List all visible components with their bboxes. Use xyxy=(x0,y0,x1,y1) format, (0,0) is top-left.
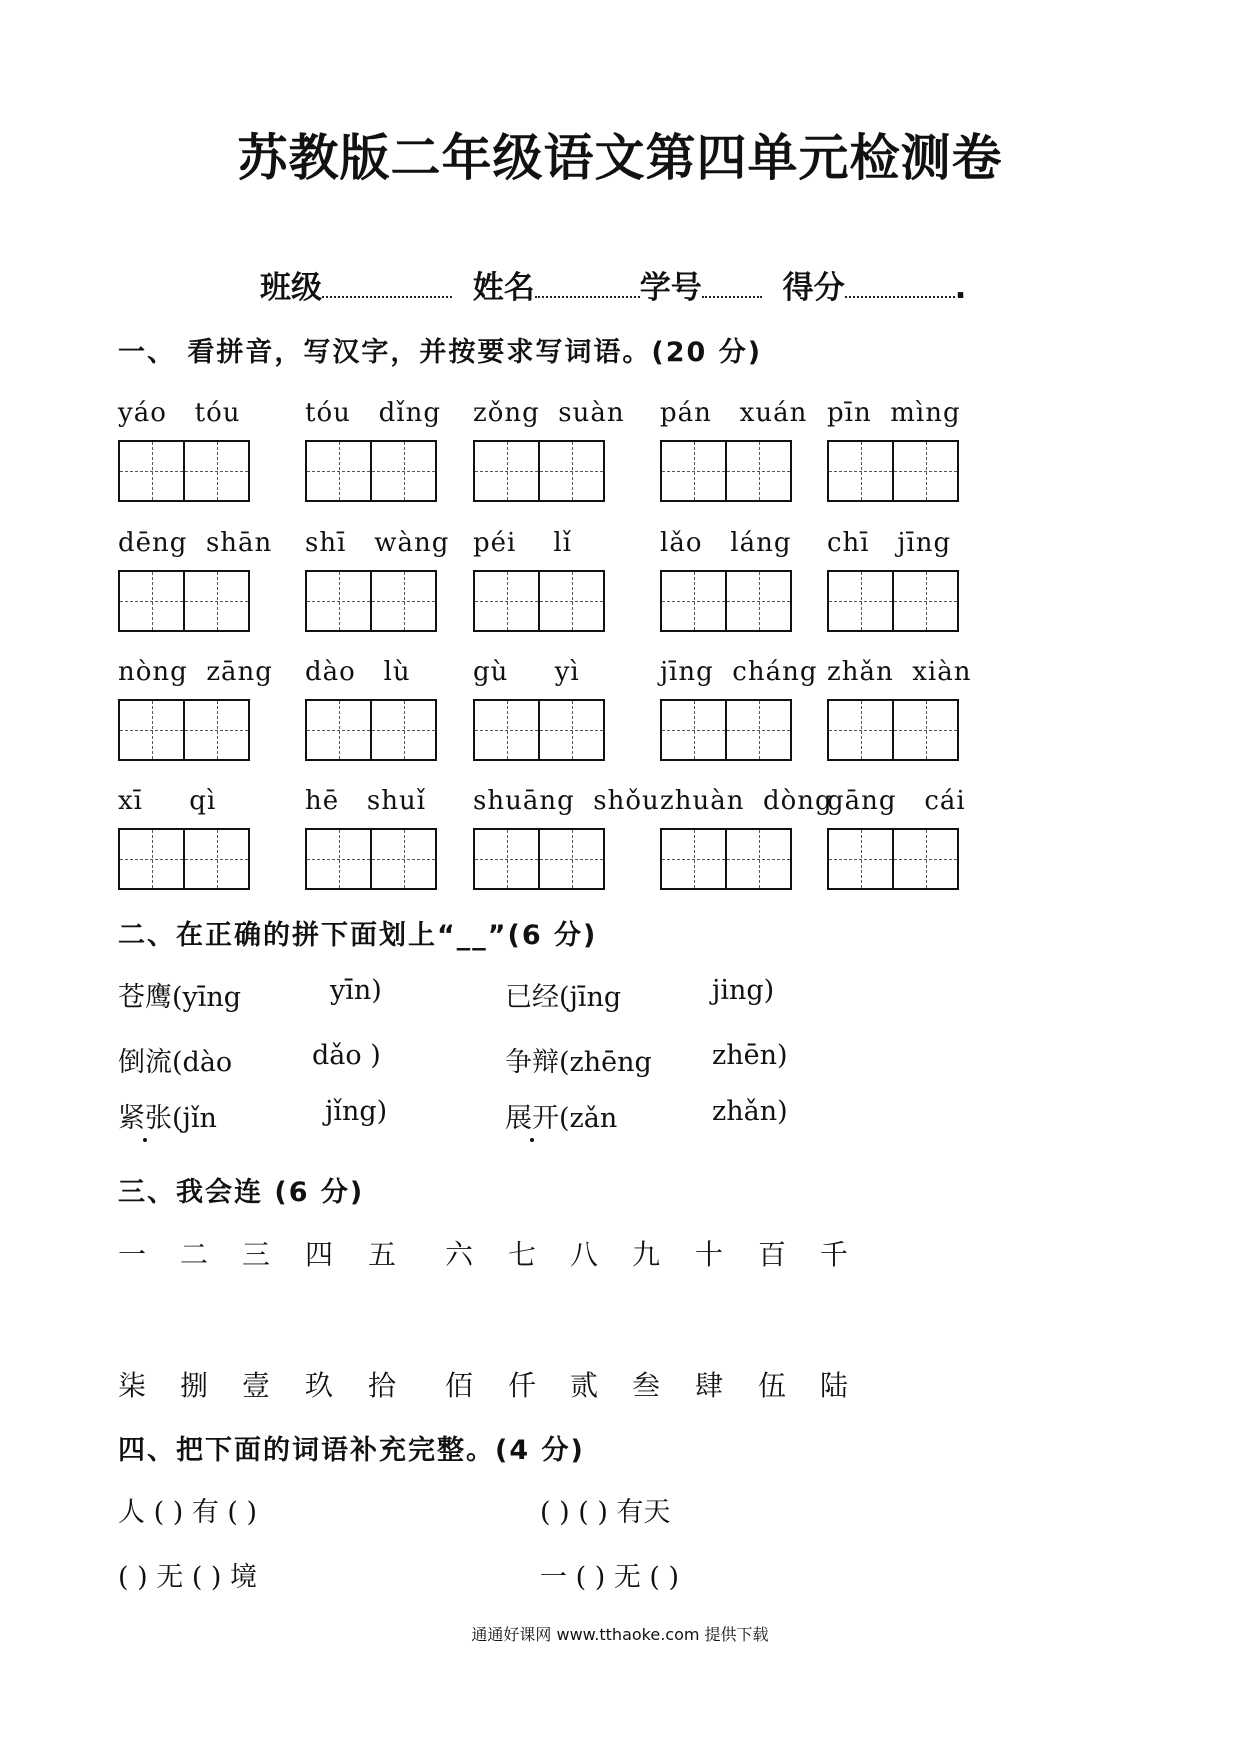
writing-cell[interactable] xyxy=(370,830,435,888)
choice-option-a[interactable]: (jǐn xyxy=(172,1103,217,1134)
pinyin-prompt: chī jīng xyxy=(827,528,952,558)
pinyin-prompt: dào lù xyxy=(305,657,411,687)
pinyin-prompt: jīng cháng xyxy=(660,657,818,687)
choice-word: 争辩 xyxy=(505,1047,559,1078)
writing-cell[interactable] xyxy=(370,572,435,630)
bottom-numeral[interactable]: 捌 xyxy=(180,1369,209,1402)
financial-numerals-row xyxy=(0,1364,1240,1404)
choice-word: 紧张 xyxy=(118,1103,172,1134)
writing-cell[interactable] xyxy=(892,830,957,888)
pinyin-prompt: yáo tóu xyxy=(118,398,241,428)
name-blank[interactable] xyxy=(535,272,640,298)
writing-cell[interactable] xyxy=(183,572,248,630)
section1-heading: 一、 看拼音，写汉字，并按要求写词语。(20 分) xyxy=(118,337,763,368)
writing-box-pair[interactable] xyxy=(660,699,792,761)
writing-cell[interactable] xyxy=(829,830,892,888)
choice-word: 已经 xyxy=(505,982,559,1013)
score-label: 得分 xyxy=(782,270,845,306)
writing-cell[interactable] xyxy=(662,572,725,630)
top-numeral[interactable]: 四 xyxy=(305,1238,334,1271)
choice-option-a[interactable]: (zhēng xyxy=(559,1047,652,1078)
pinyin-prompt: dēng shān xyxy=(118,528,273,558)
writing-box-pair[interactable] xyxy=(118,828,250,890)
pinyin-prompt: shī wàng xyxy=(305,528,450,558)
choice-item xyxy=(118,1040,232,1079)
pinyin-prompt: nòng zāng xyxy=(118,657,273,687)
writing-cell[interactable] xyxy=(183,701,248,759)
id-label: 学号 xyxy=(639,270,702,306)
writing-cell[interactable] xyxy=(538,572,603,630)
top-numeral[interactable]: 五 xyxy=(368,1238,397,1271)
bottom-numeral[interactable]: 仟 xyxy=(508,1369,537,1402)
pinyin-prompt: lǎo láng xyxy=(660,528,792,558)
writing-cell[interactable] xyxy=(892,442,957,500)
writing-cell[interactable] xyxy=(307,830,370,888)
writing-cell[interactable] xyxy=(475,830,538,888)
pinyin-prompt: zhǎn xiàn xyxy=(827,657,972,687)
choice-option-b[interactable]: jing) xyxy=(712,975,775,1006)
bottom-numeral[interactable]: 拾 xyxy=(368,1369,397,1402)
writing-box-pair[interactable] xyxy=(827,570,959,632)
writing-cell[interactable] xyxy=(829,572,892,630)
writing-cell[interactable] xyxy=(120,701,183,759)
writing-cell[interactable] xyxy=(120,830,183,888)
top-numeral[interactable]: 十 xyxy=(695,1238,724,1271)
writing-box-pair[interactable] xyxy=(660,440,792,502)
writing-cell[interactable] xyxy=(725,830,790,888)
writing-cell[interactable] xyxy=(307,701,370,759)
choice-item xyxy=(505,1040,652,1079)
id-blank[interactable] xyxy=(702,272,762,298)
writing-box-pair[interactable] xyxy=(827,699,959,761)
pinyin-prompt: hē shuǐ xyxy=(305,786,427,816)
pinyin-prompt: gù yì xyxy=(473,657,580,687)
writing-box-pair[interactable] xyxy=(118,570,250,632)
choice-option-b[interactable]: zhǎn) xyxy=(712,1096,788,1127)
writing-cell[interactable] xyxy=(183,442,248,500)
top-numeral[interactable]: 二 xyxy=(180,1238,209,1271)
choice-word: 倒流 xyxy=(118,1047,172,1078)
bottom-numeral[interactable]: 叁 xyxy=(632,1369,661,1402)
writing-cell[interactable] xyxy=(120,442,183,500)
section2-heading: 二、在正确的拼下面划上“__”(6 分) xyxy=(118,920,598,951)
idiom-fill-item[interactable]: ( ) 无 ( ) 境 xyxy=(118,1562,258,1593)
class-blank[interactable] xyxy=(322,272,452,298)
bottom-numeral[interactable]: 柒 xyxy=(118,1369,147,1402)
section3-heading: 三、我会连 (6 分) xyxy=(118,1177,365,1208)
writing-box-pair[interactable] xyxy=(118,699,250,761)
writing-cell[interactable] xyxy=(370,701,435,759)
writing-cell[interactable] xyxy=(662,830,725,888)
writing-box-pair[interactable] xyxy=(305,828,437,890)
top-numeral[interactable]: 百 xyxy=(758,1238,787,1271)
pinyin-prompt: tóu dǐng xyxy=(305,398,441,428)
writing-box-pair[interactable] xyxy=(473,440,605,502)
bottom-numeral[interactable]: 佰 xyxy=(445,1369,474,1402)
choice-option-b[interactable]: yīn) xyxy=(330,975,382,1006)
end-mark: . xyxy=(954,270,967,306)
writing-box-pair[interactable] xyxy=(473,828,605,890)
writing-cell[interactable] xyxy=(725,572,790,630)
writing-box-pair[interactable] xyxy=(827,440,959,502)
top-numeral[interactable]: 八 xyxy=(570,1238,599,1271)
page-title: 苏教版二年级语文第四单元检测卷 xyxy=(237,129,1003,187)
writing-cell[interactable] xyxy=(892,701,957,759)
writing-cell[interactable] xyxy=(538,701,603,759)
writing-box-pair[interactable] xyxy=(473,570,605,632)
writing-box-pair[interactable] xyxy=(473,699,605,761)
chinese-numerals-row xyxy=(0,1233,1240,1273)
writing-cell[interactable] xyxy=(662,701,725,759)
writing-box-pair[interactable] xyxy=(305,570,437,632)
writing-cell[interactable] xyxy=(183,830,248,888)
writing-box-pair[interactable] xyxy=(660,570,792,632)
writing-cell[interactable] xyxy=(538,442,603,500)
idiom-fill-item[interactable]: 一 ( ) 无 ( ) xyxy=(540,1562,680,1593)
pinyin-prompt: shuāng shǒu xyxy=(473,786,660,816)
pinyin-prompt: péi lǐ xyxy=(473,528,573,558)
top-numeral[interactable]: 九 xyxy=(632,1238,661,1271)
writing-box-pair[interactable] xyxy=(305,440,437,502)
choice-option-b[interactable]: dǎo ) xyxy=(312,1040,381,1071)
writing-cell[interactable] xyxy=(538,830,603,888)
writing-cell[interactable] xyxy=(307,442,370,500)
top-numeral[interactable]: 一 xyxy=(118,1238,147,1271)
choice-option-a[interactable]: (yīng xyxy=(172,982,242,1013)
top-numeral[interactable]: 三 xyxy=(242,1238,271,1271)
writing-cell[interactable] xyxy=(475,572,538,630)
student-info-line xyxy=(260,262,966,307)
pinyin-prompt: zǒng suàn xyxy=(473,398,625,428)
top-numeral[interactable]: 千 xyxy=(820,1238,849,1271)
writing-cell[interactable] xyxy=(120,572,183,630)
writing-cell[interactable] xyxy=(829,442,892,500)
top-numeral[interactable]: 七 xyxy=(508,1238,537,1271)
choice-item xyxy=(505,975,621,1014)
writing-cell[interactable] xyxy=(475,442,538,500)
writing-cell[interactable] xyxy=(892,572,957,630)
class-label: 班级 xyxy=(260,270,322,306)
choice-option-a[interactable]: (dào xyxy=(172,1047,233,1078)
pinyin-prompt: zhuàn dòng xyxy=(660,786,833,816)
choice-item xyxy=(505,1096,617,1135)
bottom-numeral[interactable]: 伍 xyxy=(758,1369,787,1402)
bottom-numeral[interactable]: 壹 xyxy=(242,1369,271,1402)
pinyin-prompt: pán xuán xyxy=(660,398,808,428)
writing-box-pair[interactable] xyxy=(118,440,250,502)
writing-cell[interactable] xyxy=(829,701,892,759)
writing-cell[interactable] xyxy=(725,442,790,500)
choice-word: 苍鹰 xyxy=(118,982,172,1013)
writing-cell[interactable] xyxy=(475,701,538,759)
writing-box-pair[interactable] xyxy=(660,828,792,890)
writing-box-pair[interactable] xyxy=(305,699,437,761)
footer-credit: 通通好课网 www.tthaoke.com 提供下载 xyxy=(471,1625,769,1644)
writing-cell[interactable] xyxy=(725,701,790,759)
pinyin-prompt: xī qì xyxy=(118,786,217,816)
writing-cell[interactable] xyxy=(662,442,725,500)
choice-option-a[interactable]: (jīng xyxy=(559,982,622,1013)
bottom-numeral[interactable]: 玖 xyxy=(305,1369,334,1402)
pinyin-prompt: gāng cái xyxy=(827,786,966,816)
choice-option-a[interactable]: (zǎn xyxy=(559,1103,618,1134)
pinyin-prompt: pīn mìng xyxy=(827,398,961,428)
top-numeral[interactable]: 六 xyxy=(445,1238,474,1271)
writing-cell[interactable] xyxy=(307,572,370,630)
idiom-fill-item[interactable]: ( ) ( ) 有天 xyxy=(540,1497,671,1528)
score-blank[interactable] xyxy=(845,272,955,298)
writing-cell[interactable] xyxy=(370,442,435,500)
choice-item xyxy=(118,975,241,1014)
bottom-numeral[interactable]: 陆 xyxy=(820,1369,849,1402)
section4-heading: 四、把下面的词语补充完整。(4 分) xyxy=(118,1435,585,1466)
bottom-numeral[interactable]: 肆 xyxy=(695,1369,724,1402)
choice-item xyxy=(118,1096,217,1135)
choice-option-b[interactable]: jǐng) xyxy=(325,1096,388,1127)
writing-box-pair[interactable] xyxy=(827,828,959,890)
bottom-numeral[interactable]: 贰 xyxy=(570,1369,599,1402)
choice-option-b[interactable]: zhēn) xyxy=(712,1040,788,1071)
name-label: 姓名 xyxy=(472,270,535,306)
choice-word: 展开 xyxy=(505,1103,559,1134)
idiom-fill-item[interactable]: 人 ( ) 有 ( ) xyxy=(118,1497,258,1528)
